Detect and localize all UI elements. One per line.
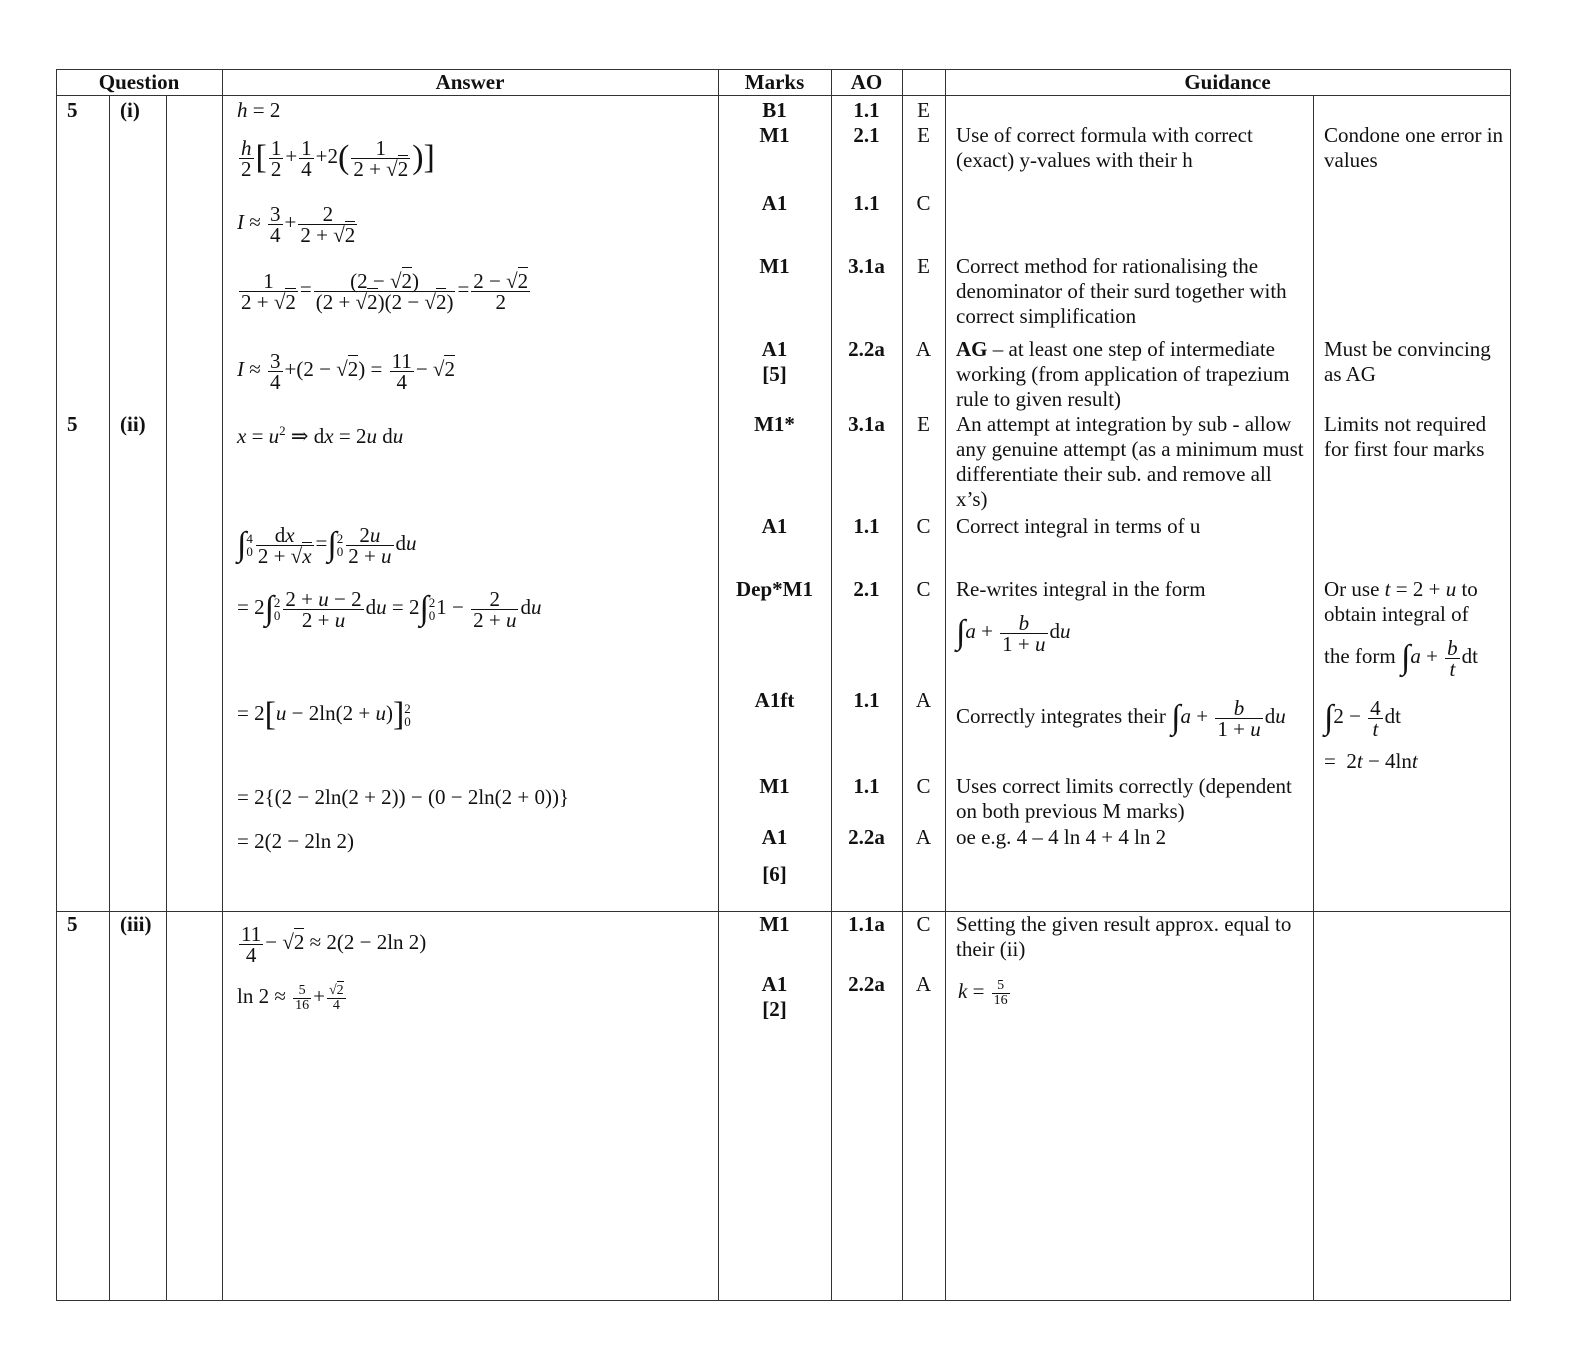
mark-type: E (917, 412, 930, 436)
guidance-note: obtain integral of (1324, 602, 1469, 626)
guidance-text: oe e.g. 4 – 4 ln 4 + 4 ln 2 (956, 825, 1167, 849)
mark-type: A (915, 825, 932, 849)
question-number: 5 (67, 412, 78, 436)
question-part: (ii) (120, 412, 146, 436)
guidance-text: An attempt at integration by sub - allow any genuine attempt (as a minimum must differentiate their sub. and remove all x’s) (956, 412, 1304, 511)
question-part: (iii) (120, 912, 152, 936)
ao: 2.1 (853, 577, 880, 601)
mark-type: E (917, 254, 930, 278)
mark: M1 (759, 774, 790, 798)
answer-line: ln 2 ≈ $\frac{5}{16}$ + $\frac{√2}{4}$ (237, 982, 344, 1013)
ao: 2.2a (848, 337, 885, 361)
guidance-text: Correct method for rationalising the denominator of their surd together with correct simplification (956, 254, 1287, 328)
guidance-formula: ∫a + $\frac{b}{1 + u}$ du (956, 610, 1071, 656)
guidance-text: Use of correct formula with correct (exact) y-values with their h (956, 123, 1253, 172)
mark-scheme-table (56, 69, 1512, 1301)
guidance-note: Limits not required for first four marks (1324, 412, 1487, 461)
answer-line: $\frac{11}{4}$ − √2 ≈ 2(2 − 2ln 2) (241, 921, 427, 967)
ao: 1.1a (848, 912, 885, 936)
mark: M1 (759, 123, 790, 147)
ao: 3.1a (848, 412, 885, 436)
guidance-note: Condone one error in values (1324, 123, 1504, 172)
ao: 2.2a (848, 825, 885, 849)
mark-total: [2] (762, 997, 787, 1021)
answer-line: I ≈ $\frac{3}{4}$ +(2 − √2) = $\frac{11}{4}$ − √2 (237, 348, 455, 394)
ao: 1.1 (853, 98, 880, 122)
mark-type: C (916, 514, 931, 538)
mark-type: E (917, 98, 930, 122)
guidance-formula: k = $\frac{5}{16}$ (958, 977, 1008, 1008)
ao: 2.1 (853, 123, 880, 147)
guidance-formula: ∫2 − $\frac{4}{t}$ dt (1324, 695, 1402, 741)
ao: 2.2a (848, 972, 885, 996)
guidance-note: the form ∫a + $\frac{b}{t}$ dt (1324, 635, 1478, 681)
mark: Dep*M1 (736, 577, 813, 601)
mark: A1 (761, 825, 788, 849)
mark-type: C (916, 577, 931, 601)
guidance-note: Must be convincing as AG (1324, 337, 1491, 386)
mark: A1 (761, 514, 788, 538)
mark: A1 (761, 337, 788, 361)
answer-line: $x = u^2$ ⇒ dx = 2u du (237, 423, 404, 448)
guidance-note: Or use t = 2 + u to (1324, 577, 1478, 601)
mark-total: [6] (762, 862, 787, 886)
question-number: 5 (67, 98, 78, 122)
mark-total: [5] (762, 362, 787, 386)
header-guidance: Guidance (1184, 70, 1271, 94)
answer-line: = 2∫ 2 0 $\frac{2 + u - 2}{2 + u}$ du = 2∫ 2 0 1 − $\frac{2}{2 + u}$ du (237, 586, 542, 632)
ao: 1.1 (853, 774, 880, 798)
mark: M1* (754, 412, 795, 436)
ao: 1.1 (853, 191, 880, 215)
guidance-text: Uses correct limits correctly (dependent on both previous M marks) (956, 774, 1292, 823)
header-question: Question (98, 70, 180, 94)
question-part: (i) (120, 98, 140, 122)
ao: 1.1 (853, 688, 880, 712)
mark: M1 (759, 254, 790, 278)
mark: A1 (761, 972, 788, 996)
guidance-formula: = 2t − 4lnt (1324, 749, 1418, 773)
answer-line: ∫ 4 0 $\frac{dx}{2 + √x}$ =∫ 2 0 $\frac{2u}{2 + u}$ du (237, 522, 417, 568)
answer-line: I ≈ $\frac{3}{4}$ + $\frac{2}{2 + √2}$ (237, 201, 356, 247)
answer-line: = 2{(2 − 2ln(2 + 2)) − (0 − 2ln(2 + 0))} (237, 785, 570, 809)
mark-type: A (915, 337, 932, 361)
guidance-text: Correct integral in terms of u (956, 514, 1201, 538)
question-number: 5 (67, 912, 78, 936)
ao: 1.1 (853, 514, 880, 538)
mark-type: C (916, 774, 931, 798)
guidance-text: – at least one step of intermediate working (from application of trapezium rule to given result) (956, 337, 1290, 411)
answer-line: = 2(2 − 2ln 2) (237, 829, 355, 853)
answer-line: $\frac{1}{2 + √2}$ = $\frac{(2 - √2)}{(2 + √2)(2 - √2)}$ = $\frac{2 - √2}{2}$ (241, 268, 529, 314)
mark: M1 (759, 912, 790, 936)
answer-line: $\frac{h}{2}$ [ $\frac{1}{2}$ + $\frac{1}{4}$ +2( $\frac{1}{2 + √2}$ )] (241, 135, 435, 181)
guidance-text: Re-writes integral in the form (956, 577, 1206, 601)
answer-line: h = 2 (237, 98, 281, 122)
guidance-text (956, 337, 1308, 412)
header-marks: Marks (744, 70, 805, 94)
guidance-text: Setting the given result approx. equal to their (ii) (956, 912, 1292, 961)
header-answer: Answer (435, 70, 505, 94)
guidance-text: Correctly integrates their ∫a + $\frac{b}{1 + u}$ du (956, 695, 1286, 741)
mark: A1 (761, 191, 788, 215)
header-ao: AO (850, 70, 883, 94)
answer-line: = 2[u − 2ln(2 + u)] 2 0 (237, 696, 411, 734)
mark-type: A (915, 972, 932, 996)
mark: B1 (762, 98, 787, 122)
mark-type: C (916, 191, 931, 215)
mark-type: E (917, 123, 930, 147)
mark-type: C (916, 912, 931, 936)
mark: A1ft (754, 688, 795, 712)
mark-type: A (915, 688, 932, 712)
ao: 3.1a (848, 254, 885, 278)
ag-label: AG (956, 337, 988, 361)
